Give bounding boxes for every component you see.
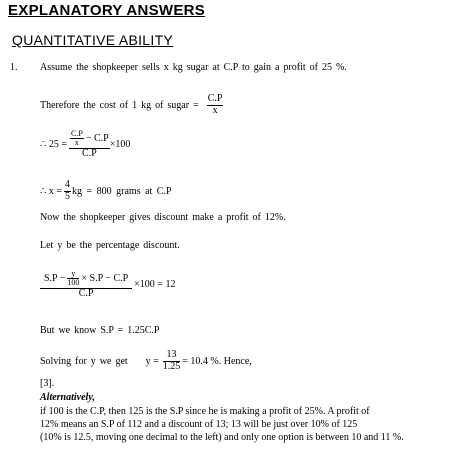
eq3-y: y bbox=[67, 270, 79, 279]
fraction-denominator: x bbox=[212, 104, 218, 116]
cost-per-kg-text: Therefore the cost of 1 kg of sugar = bbox=[40, 99, 199, 111]
eq1-big-fraction bbox=[69, 130, 110, 159]
equation-profit-25 bbox=[40, 130, 130, 159]
equation-x-value bbox=[40, 180, 172, 202]
eq4-den: 1.25 bbox=[162, 360, 181, 372]
eq2-den: 5 bbox=[65, 190, 71, 202]
eq2-rest: kg = 800 grams at C.P bbox=[72, 185, 172, 197]
eq3-multiplier: ×100 = 12 bbox=[134, 279, 176, 291]
eq1-denominator: C.P bbox=[81, 147, 97, 159]
y-over-100-fraction bbox=[67, 270, 79, 288]
answer-option: [3]. bbox=[40, 378, 55, 389]
equation-profit-12 bbox=[40, 270, 175, 299]
cp-over-x-fraction bbox=[207, 94, 224, 116]
eq1-multiplier: ×100 bbox=[109, 139, 131, 151]
fraction-numerator: C.P bbox=[207, 93, 223, 104]
page-title: EXPLANATORY ANSWERS bbox=[8, 2, 206, 19]
solving-text: Solving for y we get bbox=[40, 355, 128, 367]
eq3-denominator: C.P bbox=[78, 287, 94, 299]
four-fifths-fraction bbox=[64, 180, 71, 202]
eq2-lhs: ∴ x = bbox=[40, 185, 63, 197]
eq3-100: 100 bbox=[67, 278, 80, 288]
eq4-lhs: y = bbox=[145, 355, 159, 367]
eq4-num: 13 bbox=[163, 350, 181, 362]
eq3-numerator bbox=[40, 270, 132, 289]
eq1-inner-den: x bbox=[74, 138, 79, 148]
question-number: 1. bbox=[10, 62, 18, 73]
eq2-num: 4 bbox=[65, 179, 71, 190]
solving-line bbox=[40, 350, 252, 372]
alternatively-label: Alternatively, bbox=[40, 392, 95, 403]
section-title: QUANTITATIVE ABILITY bbox=[12, 32, 174, 48]
discount-line: Now the shopkeeper gives discount make a profit of 12%. bbox=[40, 212, 286, 223]
thirteen-over-125-fraction bbox=[163, 350, 181, 372]
alt-line-2: 12% means an S.P of 112 and a discount of 13; 13 will be just over 10% of 125 bbox=[40, 419, 358, 430]
eq3-sp: S.P − bbox=[44, 272, 66, 284]
eq1-inner-fraction bbox=[70, 130, 84, 148]
eq1-lhs: ∴ 25 = bbox=[40, 139, 68, 151]
sp-relation-line: But we know S.P = 1.25C.P bbox=[40, 325, 160, 336]
eq1-numerator bbox=[69, 130, 110, 149]
eq3-big-fraction bbox=[40, 270, 132, 299]
let-y-line: Let y be the percentage discount. bbox=[40, 240, 180, 251]
alt-line-3: (10% is 12.5, moving one decimal to the left) and only one option is between 10 and 11 %. bbox=[40, 432, 404, 443]
assumption-line: Assume the shopkeeper sells x kg sugar at C.P to gain a profit of 25 %. bbox=[40, 62, 347, 73]
alt-line-1: if 100 is the C.P, then 125 is the S.P since he is making a profit of 25%. A profit of bbox=[40, 406, 370, 417]
cost-per-kg-line bbox=[40, 94, 223, 116]
eq4-rest: = 10.4 %. Hence, bbox=[182, 355, 252, 367]
eq1-minus-cp: − C.P bbox=[85, 132, 109, 144]
eq3-rest: × S.P − C.P bbox=[81, 272, 129, 284]
eq1-inner-num: C.P bbox=[71, 129, 83, 138]
